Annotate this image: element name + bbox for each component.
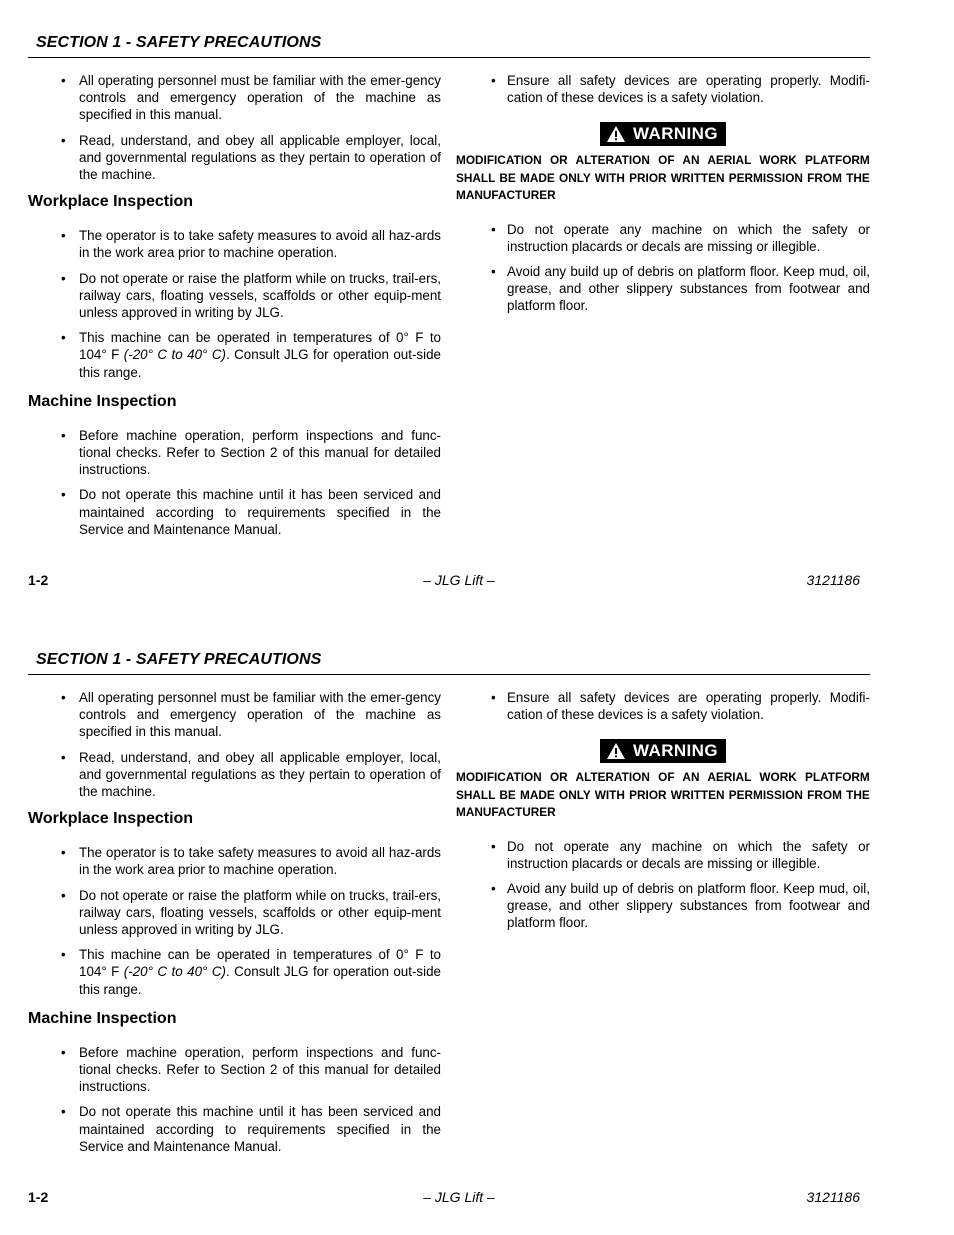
list-item: • Do not operate any machine on which the safety or instruction placards or decals are missing or illegible. [456,838,870,872]
list-item: • All operating personnel must be familiar with the emer-gency controls and emergency operation of the machine as specified in this manual. [28,72,441,124]
list-item: • The operator is to take safety measures to avoid all haz-ards in the work area prior to machine operation. [28,844,441,878]
page-number: 1-2 [28,1189,49,1205]
list-item: • Before machine operation, perform inspections and func-tional checks. Refer to Section 2 of this manual for detailed instructions. [28,427,441,479]
list-item: • Read, understand, and obey all applicable employer, local, and governmental regulations as they pertain to operation of the machine. [28,132,441,184]
list-item: • Ensure all safety devices are operating properly. Modifi-cation of these devices is a safety violation. [456,689,870,723]
list-item: • Before machine operation, perform inspections and func-tional checks. Refer to Section 2 of this manual for detailed instructions. [28,1044,441,1096]
list-item: • The operator is to take safety measures to avoid all haz-ards in the work area prior to machine operation. [28,227,441,261]
list-item: • Avoid any build up of debris on platform floor. Keep mud, oil, grease, and other slippery substances from footwear and platform floor. [456,263,870,315]
warning-text: MODIFICATION OR ALTERATION OF AN AERIAL WORK PLATFORM SHALL BE MADE ONLY WITH PRIOR WRITTEN PERMISSION FROM THE MANUFACTURER [456,153,870,203]
list-item: • Do not operate any machine on which the safety or instruction placards or decals are missing or illegible. [456,221,870,255]
temperature-text: This machine can be operated in temperatures of 0° F to 104° F [79,330,441,363]
section-title: SECTION 1 - SAFETY PRECAUTIONS [36,34,322,51]
warning-label: WARNING [633,741,718,761]
machine-bullet-list [28,1044,441,1155]
left-column [28,689,441,1163]
document-number: 3121186 [806,1189,860,1205]
placards-bullet-list [456,838,870,932]
list-item: • Read, understand, and obey all applicable employer, local, and governmental regulations as they pertain to operation of the machine. [28,749,441,801]
warning-badge [600,122,726,146]
temperature-note: . Consult JLG for operation out-side this range. [79,964,441,997]
right-column [456,72,870,323]
intro-bullet-list [28,72,441,183]
temperature-list-item [28,329,441,381]
warning-triangle-icon [606,125,626,143]
list-item: • Do not operate this machine until it has been serviced and maintained according to requirements specified in the Service and Maintenance Manual. [28,1103,441,1155]
temperature-celsius: (-20° C to 40° C) [123,964,226,980]
section-title: SECTION 1 - SAFETY PRECAUTIONS [36,651,322,668]
list-item: • Do not operate or raise the platform while on trucks, trail-ers, railway cars, floating vessels, scaffolds or other equip-ment unless approved in writing by JLG. [28,270,441,322]
temperature-note: . Consult JLG for operation out-side this range. [79,347,441,380]
left-column [28,72,441,546]
warning-badge [600,739,726,763]
intro-bullet-list [28,689,441,800]
footer-title: – JLG Lift – [423,572,495,588]
header-rule [28,57,870,58]
workplace-inspection-heading: Workplace Inspection [28,193,194,211]
machine-bullet-list [28,427,441,538]
document-number: 3121186 [806,572,860,588]
temperature-celsius: (-20° C to 40° C) [123,347,226,363]
footer-title: – JLG Lift – [423,1189,495,1205]
workplace-bullet-list [28,844,441,998]
machine-inspection-heading: Machine Inspection [28,392,177,410]
placards-bullet-list [456,221,870,315]
warning-header [456,739,870,763]
warning-label: WARNING [633,124,718,144]
warning-header [456,122,870,146]
temperature-list-item [28,946,441,998]
manual-page-1 [0,0,954,617]
workplace-inspection-heading: Workplace Inspection [28,810,194,828]
safety-devices-bullet-list [456,72,870,106]
temperature-text: This machine can be operated in temperatures of 0° F to 104° F [79,947,441,980]
safety-devices-bullet-list [456,689,870,723]
workplace-bullet-list [28,227,441,381]
list-item: • Do not operate or raise the platform while on trucks, trail-ers, railway cars, floating vessels, scaffolds or other equip-ment unless approved in writing by JLG. [28,887,441,939]
list-item: • Avoid any build up of debris on platform floor. Keep mud, oil, grease, and other slippery substances from footwear and platform floor. [456,880,870,932]
page-number: 1-2 [28,572,49,588]
machine-inspection-heading: Machine Inspection [28,1009,177,1027]
warning-text: MODIFICATION OR ALTERATION OF AN AERIAL WORK PLATFORM SHALL BE MADE ONLY WITH PRIOR WRITTEN PERMISSION FROM THE MANUFACTURER [456,770,870,820]
header-rule [28,674,870,675]
list-item: • Ensure all safety devices are operating properly. Modifi-cation of these devices is a safety violation. [456,72,870,106]
manual-page-2 [0,617,954,1234]
right-column [456,689,870,940]
list-item: • Do not operate this machine until it has been serviced and maintained according to requirements specified in the Service and Maintenance Manual. [28,486,441,538]
list-item: • All operating personnel must be familiar with the emer-gency controls and emergency operation of the machine as specified in this manual. [28,689,441,741]
warning-triangle-icon [606,742,626,760]
